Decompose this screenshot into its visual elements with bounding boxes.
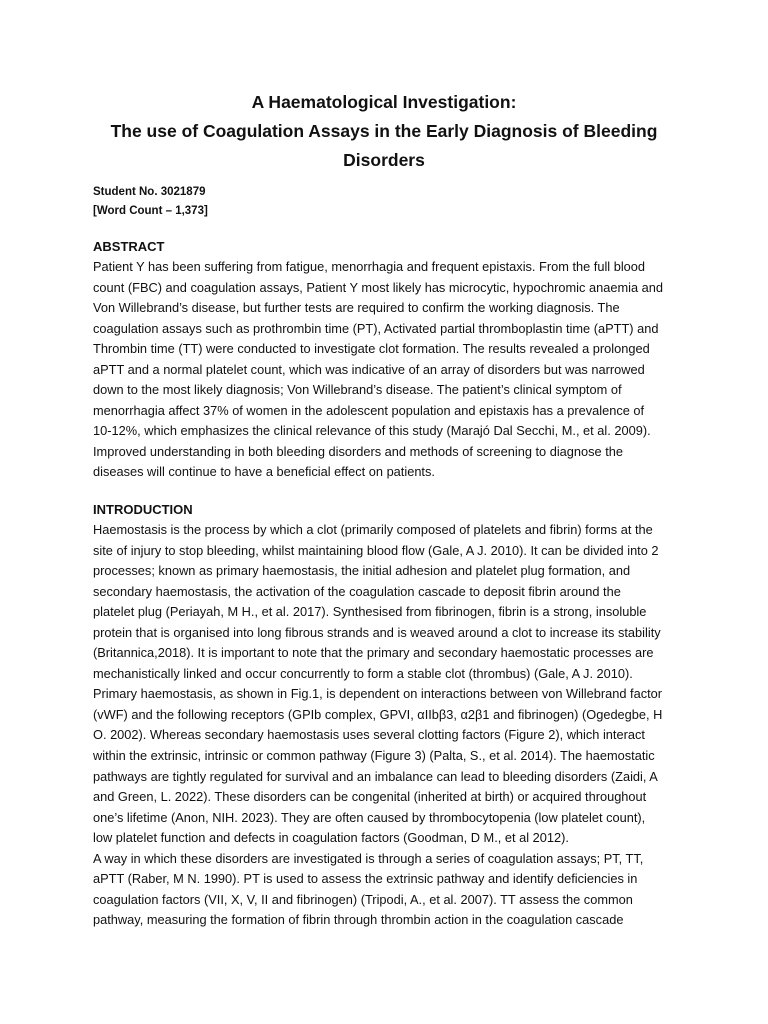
word-count: [Word Count – 1,373] [93,204,208,217]
introduction-line: low platelet function and defects in coagulation factors (Goodman, D M., et al 2012). [93,830,569,846]
introduction-line: A way in which these disorders are investigated is through a series of coagulation assays; PT, TT, [93,850,644,866]
introduction-line: O. 2002). Whereas secondary haemostasis uses several clotting factors (Figure 2), which interact [93,727,645,743]
introduction-line: pathway, measuring the formation of fibrin through thrombin action in the coagulation cascade [93,912,624,928]
introduction-line: within the extrinsic, intrinsic or common pathway (Figure 3) (Palta, S., et al. 2014). The haemostatic [93,748,655,764]
introduction-heading: INTRODUCTION [93,502,193,518]
abstract-line: down to the most likely diagnosis; Von Willebrand’s disease. The patient’s clinical symptom of [93,382,622,398]
introduction-line: mechanistically linked and occur concurrently to form a stable clot (thrombus) (Gale, A J. 2010). [93,665,633,681]
introduction-line: Primary haemostasis, as shown in Fig.1, is dependent on interactions between von Willebrand factor [93,686,663,702]
introduction-body [93,520,675,931]
introduction-line: (vWF) and the following receptors (GPIb complex, GPVI, αIIbβ3, α2β1 and fibrinogen) (Ogedegbe, H [93,706,663,722]
document-meta [93,183,675,220]
abstract-body [93,257,675,483]
introduction-line: site of injury to stop bleeding, whilst maintaining blood flow (Gale, A J. 2010). It can be divided into 2 [93,542,659,558]
abstract-line: Improved understanding in both bleeding disorders and methods of screening to diagnose the [93,443,624,459]
introduction-line: platelet plug (Periayah, M H., et al. 2017). Synthesised from fibrinogen, fibrin is a strong, insoluble [93,604,647,620]
introduction-line: processes; known as primary haemostasis, the initial adhesion and platelet plug formation, and [93,563,631,579]
abstract-line: aPTT and a normal platelet count, which was indicative of an array of disorders but was narrowed [93,361,645,377]
document-title [83,88,685,175]
introduction-line: one’s lifetime (Anon, NIH. 2023). They are often caused by thrombocytopenia (low platelet count), [93,809,646,825]
abstract-line: menorrhagia affect 37% of women in the adolescent population and epistaxis has a prevalence of [93,402,645,418]
introduction-line: pathways are tightly regulated for survival and an imbalance can lead to bleeding disorders (Zaidi, A [93,768,658,784]
abstract-line: Patient Y has been suffering from fatigue, menorrhagia and frequent epistaxis. From the full blood [93,259,646,274]
introduction-line: aPTT (Raber, M N. 1990). PT is used to assess the extrinsic pathway and identify deficiencies in [93,871,638,887]
abstract-line: diseases will continue to have a beneficial effect on patients. [93,464,435,480]
abstract-line: count (FBC) and coagulation assays, Patient Y most likely has microcytic, hypochromic anaemia and [93,279,663,295]
title-line-3: Disorders [343,150,425,170]
introduction-line: Haemostasis is the process by which a clot (primarily composed of platelets and fibrin) forms at the [93,522,653,538]
abstract-line: Von Willebrand’s disease, but further tests are required to confirm the working diagnosis. The [93,300,620,316]
student-number: Student No. 3021879 [93,186,206,198]
abstract-line: Thrombin time (TT) were conducted to investigate clot formation. The results revealed a prolonged [93,341,650,357]
title-line-1: A Haematological Investigation: [251,92,517,112]
introduction-line: and Green, L. 2022). These disorders can be congenital (inherited at birth) or acquired throughout [93,789,647,805]
introduction-line: protein that is organised into long fibrous strands and is weaved around a clot to increase its stability [93,624,661,640]
abstract-heading: ABSTRACT [93,239,165,254]
abstract-line: coagulation assays such as prothrombin time (PT), Activated partial thromboplastin time (aPTT) and [93,320,659,336]
title-line-2: The use of Coagulation Assays in the Early Diagnosis of Bleeding [110,121,658,141]
abstract-line: 10-12%, which emphasizes the clinical relevance of this study (Marajó Dal Secchi, M., et al. 2009). [93,423,651,439]
introduction-line: (Britannica,2018). It is important to note that the primary and secondary haemostatic processes are [93,645,654,661]
introduction-line: coagulation factors (VII, X, V, II and fibrinogen) (Tripodi, A., et al. 2007). TT assess the common [93,891,633,907]
introduction-line: secondary haemostasis, the activation of the coagulation cascade to deposit fibrin around the [93,583,621,599]
